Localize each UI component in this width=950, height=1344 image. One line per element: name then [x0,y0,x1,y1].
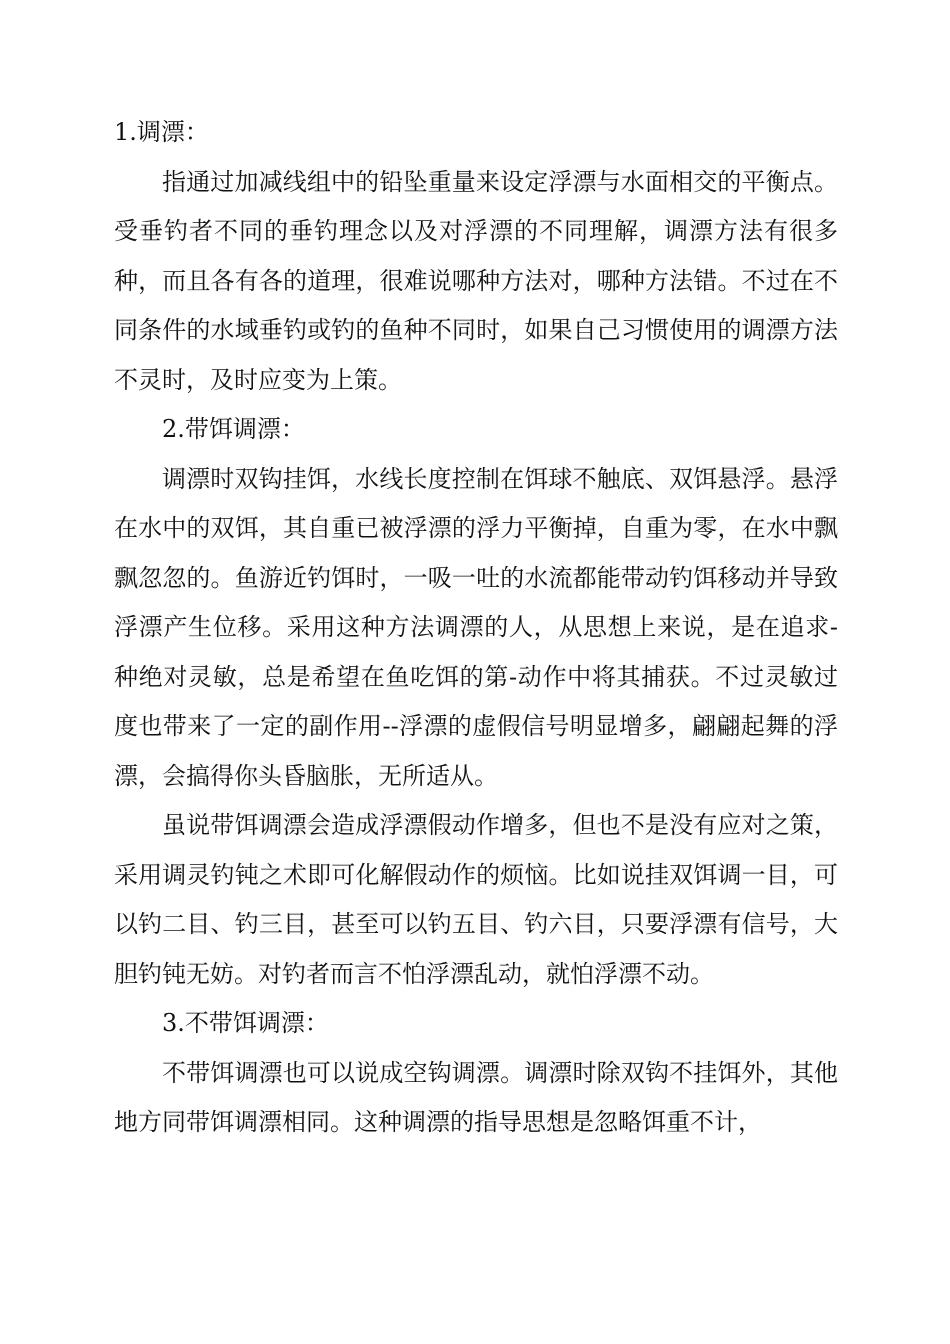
section-2-paragraph-1: 调漂时双钩挂饵，水线长度控制在饵球不触底、双饵悬浮。悬浮在水中的双饵，其自重已被浮漂的浮力平衡掉，自重为零，在水中飘飘忽忽的。鱼游近钓饵时，一吸一吐的水流都能带动钓饵移动并导致浮漂产生位移。采用这种方法调漂的人，从思想上来说，是在追求-种绝对灵敏，总是希望在鱼吃饵的第-动作中将其捕获。不过灵敏过度也带来了一定的副作用--浮漂的虚假信号明显增多，翩翩起舞的浮漂，会搞得你头昏脑胀，无所适从。 [114,464,838,790]
section-heading-2: 2.带饵调漂： [162,415,305,443]
section-2-paragraph-2: 虽说带饵调漂会造成浮漂假动作增多，但也不是没有应对之策，采用调灵钓钝之术即可化解假动作的烦恼。比如说挂双饵调一目，可以钓二目、钓三目，甚至可以钓五目、钓六目，只要浮漂有信号，大胆钓钝无妨。对钓者而言不怕浮漂乱动，就怕浮漂不动。 [114,811,838,988]
section-1-paragraph-1: 指通过加减线组中的铅坠重量来设定浮漂与水面相交的平衡点。受垂钓者不同的垂钓理念以及对浮漂的不同理解，调漂方法有很多种，而且各有各的道理，很难说哪种方法对，哪种方法错。不过在不同条件的水域垂钓或钓的鱼种不同时，如果自己习惯使用的调漂方法不灵时，及时应变为上策。 [114,167,838,394]
section-heading-1: 1.调漂： [114,118,209,146]
section-3-paragraph-1: 不带饵调漂也可以说成空钩调漂。调漂时除双钩不挂饵外，其他地方同带饵调漂相同。这种调漂的指导思想是忽略饵重不计， [114,1058,838,1136]
document-body [114,108,838,1148]
section-heading-3: 3.不带饵调漂： [162,1009,329,1037]
